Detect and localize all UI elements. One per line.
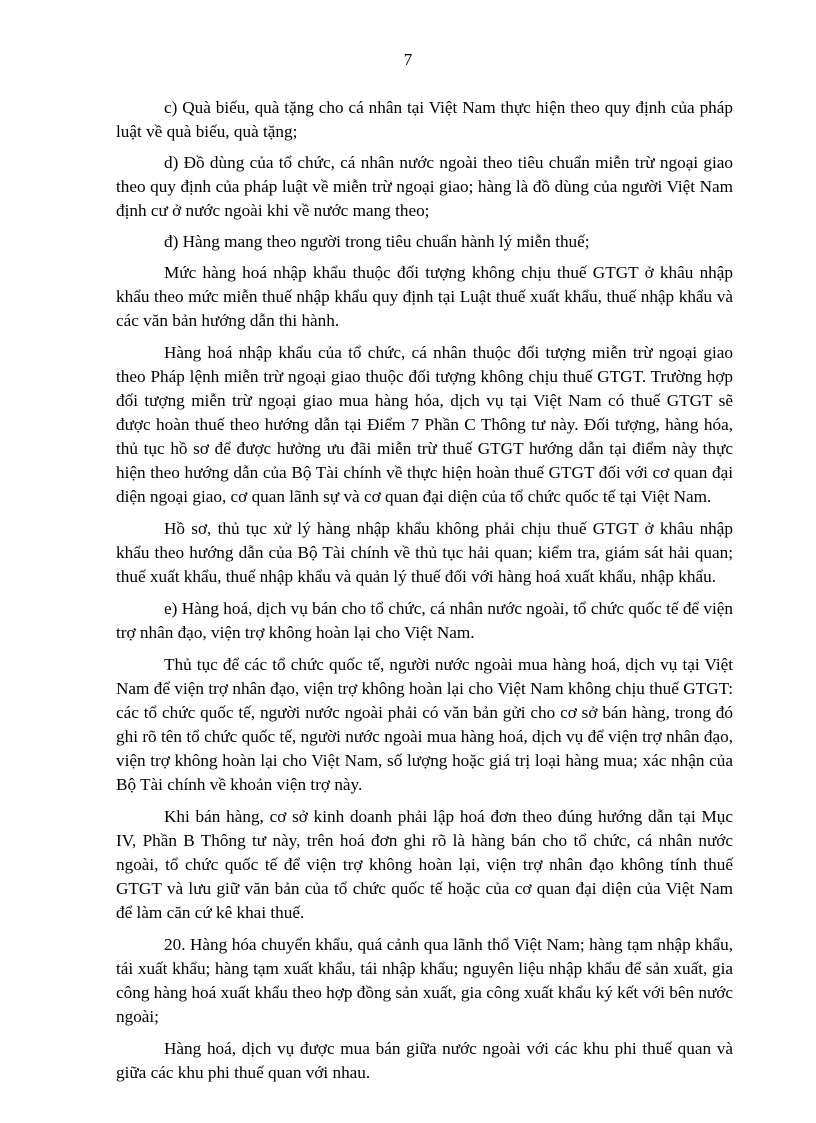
paragraph-non-tariff-zones: Hàng hoá, dịch vụ được mua bán giữa nước ngoài với các khu phi thuế quan và giữa các khu phi thuế quan với nhau. — [116, 1039, 733, 1082]
paragraph-20-transit-goods: 20. Hàng hóa chuyển khẩu, quá cảnh qua lãnh thổ Việt Nam; hàng tạm nhập khẩu, tái xuất khẩu; hàng tạm xuất khẩu, tái nhập khẩu; nguyên liệu nhập khẩu để sản xuất, gia công hàng hoá xuất khẩu theo hợp đồng sản xuất, gia công xuất khẩu ký kết với bên nước ngoài; — [116, 935, 733, 1026]
document-body — [116, 96, 733, 1092]
paragraph-c-gifts: c) Quà biếu, quà tặng cho cá nhân tại Việt Nam thực hiện theo quy định của pháp luật về quà biếu, quà tặng; — [116, 98, 733, 141]
paragraph-aid-procedure: Thủ tục để các tổ chức quốc tế, người nước ngoài mua hàng hoá, dịch vụ tại Việt Nam để viện trợ nhân đạo, viện trợ không hoàn lại cho Việt Nam không chịu thuế GTGT: các tổ chức quốc tế, người nước ngoài phải có văn bản gửi cho cơ sở bán hàng, trong đó ghi rõ tên tổ chức quốc tế, người nước ngoài mua hàng hoá, dịch vụ để viện trợ nhân đạo, viện trợ không hoàn lại cho Việt Nam, số lượng hoặc giá trị loại hàng mua; xác nhận của Bộ Tài chính về khoản viện trợ này. — [116, 655, 733, 794]
paragraph-dd-luggage: đ) Hàng mang theo người trong tiêu chuẩn hành lý miễn thuế; — [164, 232, 590, 251]
page-number: 7 — [403, 50, 413, 69]
paragraph-diplomatic-exemption: Hàng hoá nhập khẩu của tổ chức, cá nhân thuộc đối tượng miễn trừ ngoại giao theo Pháp lệnh miễn trừ ngoại giao thuộc đối tượng không chịu thuế GTGT. Trường hợp đối tượng miễn trừ ngoại giao mua hàng hóa, dịch vụ tại Việt Nam có thuế GTGT sẽ được hoàn thuế theo hướng dẫn tại Điểm 7 Phần C Thông tư này. Đối tượng, hàng hóa, thủ tục hồ sơ để được hưởng ưu đãi miễn trừ thuế GTGT hướng dẫn tại điểm này thực hiện theo hướng dẫn của Bộ Tài chính về thực hiện hoàn thuế GTGT đối với cơ quan đại diện ngoại giao, cơ quan lãnh sự và cơ quan đại diện của tổ chức quốc tế tại Việt Nam. — [116, 343, 733, 506]
paragraph-invoice: Khi bán hàng, cơ sở kinh doanh phải lập hoá đơn theo đúng hướng dẫn tại Mục IV, Phần B Thông tư này, trên hoá đơn ghi rõ là hàng bán cho tổ chức, cá nhân nước ngoài, tổ chức quốc tế để viện trợ không hoàn lại, viện trợ nhân đạo không tính thuế GTGT và lưu giữ văn bản của tổ chức quốc tế hoặc của cơ quan đại diện của Việt Nam để làm căn cứ kê khai thuế. — [116, 807, 733, 922]
paragraph-d-diplomatic-goods: d) Đồ dùng của tổ chức, cá nhân nước ngoài theo tiêu chuẩn miễn trừ ngoại giao theo quy định của pháp luật về miễn trừ ngoại giao; hàng là đồ dùng của người Việt Nam định cư ở nước ngoài khi về nước mang theo; — [116, 153, 733, 220]
paragraph-e-humanitarian-aid: e) Hàng hoá, dịch vụ bán cho tổ chức, cá nhân nước ngoài, tổ chức quốc tế để viện trợ nhân đạo, viện trợ không hoàn lại cho Việt Nam. — [116, 599, 733, 642]
paragraph-import-level: Mức hàng hoá nhập khẩu thuộc đối tượng không chịu thuế GTGT ở khâu nhập khẩu theo mức miễn thuế nhập khẩu quy định tại Luật thuế xuất khẩu, thuế nhập khẩu và các văn bản hướng dẫn thi hành. — [116, 263, 733, 330]
paragraph-import-procedure: Hồ sơ, thủ tục xử lý hàng nhập khẩu không phải chịu thuế GTGT ở khâu nhập khẩu theo hướng dẫn của Bộ Tài chính về thủ tục hải quan; kiểm tra, giám sát hải quan; thuế xuất khẩu, thuế nhập khẩu và quản lý thuế đối với hàng hoá xuất khẩu, nhập khẩu. — [116, 519, 733, 586]
